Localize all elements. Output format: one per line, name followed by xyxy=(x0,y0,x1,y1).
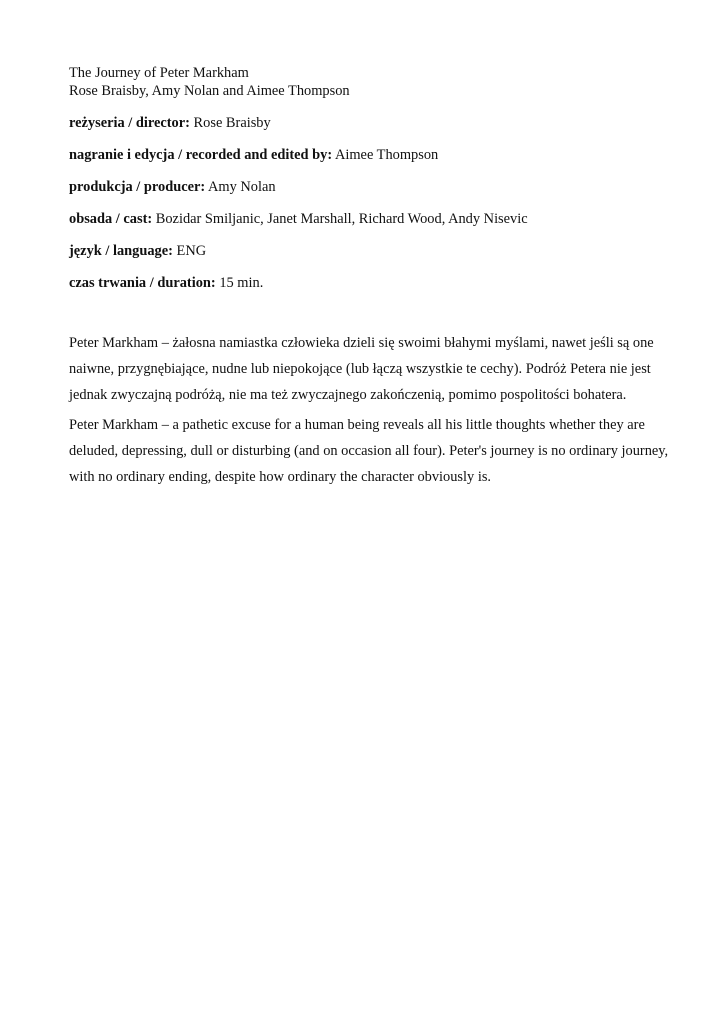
credit-label: produkcja / producer: xyxy=(69,179,206,195)
credit-recorded-edited xyxy=(69,146,669,164)
credit-language xyxy=(69,242,669,260)
description-english: Peter Markham – a pathetic excuse for a human being reveals all his little thoughts whether they are deluded, depressing, dull or disturbing (and on occasion all four). Peter's journey is no ordinary journey, with no ordinary ending, despite how ordinary the character obviously is. xyxy=(69,417,669,485)
credit-value: Bozidar Smiljanic, Janet Marshall, Richard Wood, Andy Nisevic xyxy=(155,211,528,227)
credit-producer xyxy=(69,178,669,196)
credit-value: Aimee Thompson xyxy=(334,147,439,163)
credit-duration xyxy=(69,274,669,292)
credit-value: Rose Braisby xyxy=(193,115,271,131)
credit-label: czas trwania / duration: xyxy=(69,275,216,291)
credit-value: Amy Nolan xyxy=(208,179,276,195)
credit-label: reżyseria / director: xyxy=(69,115,190,131)
credit-label: nagranie i edycja / recorded and edited by: xyxy=(69,147,333,163)
document-title: The Journey of Peter Markham xyxy=(69,65,249,81)
credit-director xyxy=(69,114,669,132)
credit-cast xyxy=(69,210,669,228)
credit-value: ENG xyxy=(176,243,207,259)
credit-label: język / language: xyxy=(69,243,173,259)
credit-label: obsada / cast: xyxy=(69,211,153,227)
document-page xyxy=(69,64,669,490)
credit-value: 15 min. xyxy=(219,275,264,291)
document-authors: Rose Braisby, Amy Nolan and Aimee Thompson xyxy=(69,83,350,99)
description-polish: Peter Markham – żałosna namiastka człowieka dzieli się swoimi błahymi myślami, nawet jeśli są one naiwne, przygnębiające, nudne lub niepokojące (lub łączą wszystkie te cechy). Podróż Petera nie jest jednak zwyczajną podróżą, nie ma też zwyczajnego zakończenią, pomimo pospolitości bohatera. xyxy=(69,335,654,403)
